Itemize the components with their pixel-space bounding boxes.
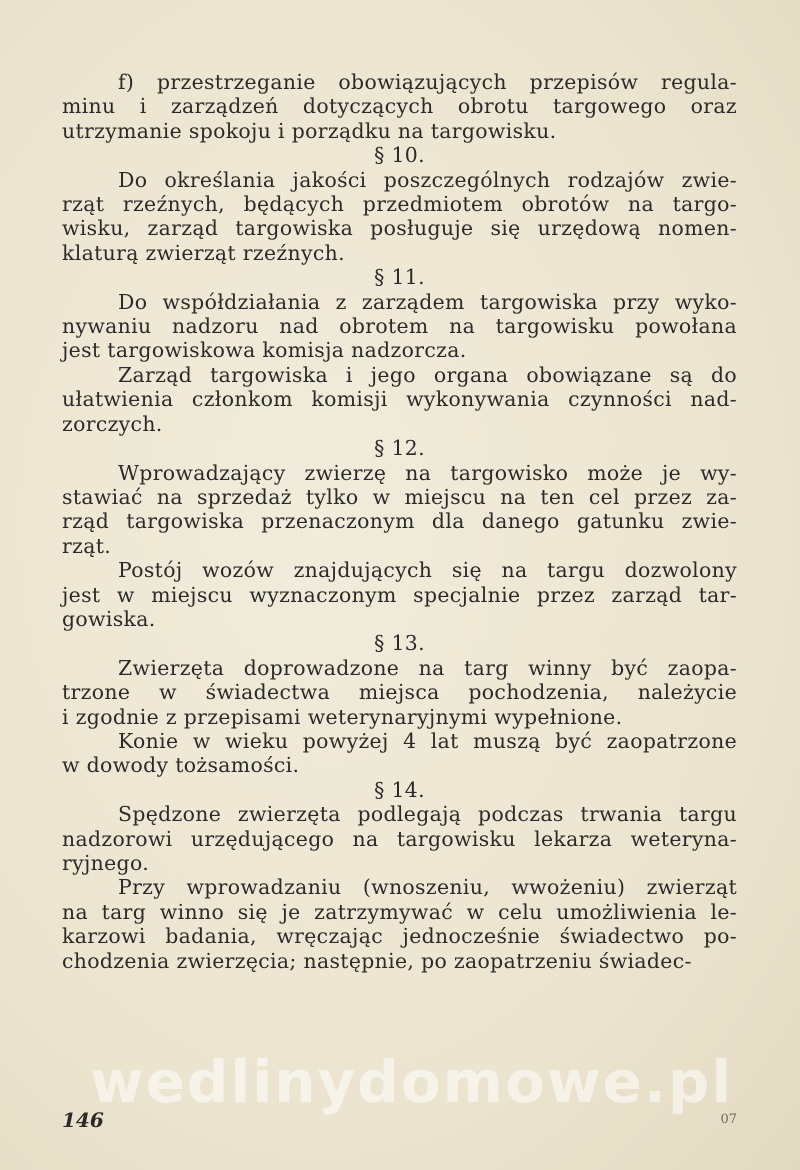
text-line: chodzenia zwierzęcia; następnie, po zaopatrzeniu świadec- <box>62 948 692 973</box>
paragraph <box>62 729 737 778</box>
text-line: nadzorowi urzędującego na targowisku lekarza weteryna- <box>62 826 737 851</box>
text-line: ułatwienia członkom komisji wykonywania czynności nad- <box>62 387 737 412</box>
text-line: karzowi badania, wręczając jednocześnie świadectwo po- <box>62 924 737 949</box>
paragraph <box>62 70 737 143</box>
text-line: jest w miejscu wyznaczonym specjalnie przez zarząd tar- <box>62 582 737 607</box>
text-line: zorczych. <box>62 411 163 436</box>
page-number: 146 <box>62 1108 104 1132</box>
paragraph <box>62 875 737 973</box>
text-line: gowiska. <box>62 606 156 631</box>
text-line: Postój wozów znajdujących się na targu dozwolony <box>118 558 737 583</box>
text-line: Konie w wieku powyżej 4 lat muszą być zaopatrzone <box>118 728 737 753</box>
section-heading: § 12. <box>374 436 425 461</box>
paragraph <box>62 461 737 559</box>
text-line: w dowody tożsamości. <box>62 753 300 778</box>
text-line: utrzymanie spokoju i porządku na targowisku. <box>62 118 557 143</box>
text-line: Zwierzęta doprowadzone na targ winny być zaopa- <box>118 655 737 680</box>
text-line: Przy wprowadzaniu (wnoszeniu, wwożeniu) zwierząt <box>118 875 737 900</box>
text-line: rząt. <box>62 533 112 558</box>
text-line: Do współdziałania z zarządem targowiska przy wyko- <box>118 289 737 314</box>
paragraph <box>62 168 737 266</box>
text-line: rząd targowiska przenaczonym dla danego gatunku zwie- <box>62 509 737 534</box>
text-line: wisku, zarząd targowiska posługuje się urzędową nomen- <box>62 216 737 241</box>
text-line: nywaniu nadzoru nad obrotem na targowisku powołana <box>62 314 737 339</box>
paragraph <box>62 802 737 875</box>
text-line: stawiać na sprzedaż tylko w miejscu na ten cel przez za- <box>62 484 737 509</box>
paragraph <box>62 363 737 436</box>
section-heading: § 14. <box>374 777 425 802</box>
text-line: jest targowiskowa komisja nadzorcza. <box>62 338 467 363</box>
paragraph <box>62 290 737 363</box>
text-line: trzone w świadectwa miejsca pochodzenia, należycie <box>62 680 737 705</box>
text-line: na targ winno się je zatrzymywać w celu umożliwienia le- <box>62 899 737 924</box>
watermark: wedlinydomowe.pl <box>90 1048 734 1116</box>
section-heading: § 11. <box>374 265 425 290</box>
text-line: ryjnego. <box>62 851 150 875</box>
paragraph <box>62 656 737 729</box>
document-body <box>62 70 737 973</box>
section-heading: § 10. <box>374 143 425 168</box>
text-line: Zarząd targowiska i jego organa obowiązane są do <box>118 362 737 387</box>
text-line: klaturą zwierząt rzeźnych. <box>62 240 345 265</box>
text-line: Wprowadzający zwierzę na targowisko może je wy- <box>118 460 737 485</box>
text-line: f) przestrzeganie obowiązujących przepisów regula- <box>118 70 737 94</box>
text-line: Do określania jakości poszczególnych rodzajów zwie- <box>118 167 737 192</box>
text-line: rząt rzeźnych, będących przedmiotem obrotów na targo- <box>62 192 737 217</box>
text-line: Spędzone zwierzęta podlegają podczas trwania targu <box>118 802 737 827</box>
signature-mark: 07 <box>720 1112 737 1127</box>
text-line: minu i zarządzeń dotyczących obrotu targowego oraz <box>62 94 737 119</box>
section-heading: § 13. <box>374 631 425 656</box>
paragraph <box>62 558 737 631</box>
text-line: i zgodnie z przepisami weterynaryjnymi wypełnione. <box>62 704 623 729</box>
